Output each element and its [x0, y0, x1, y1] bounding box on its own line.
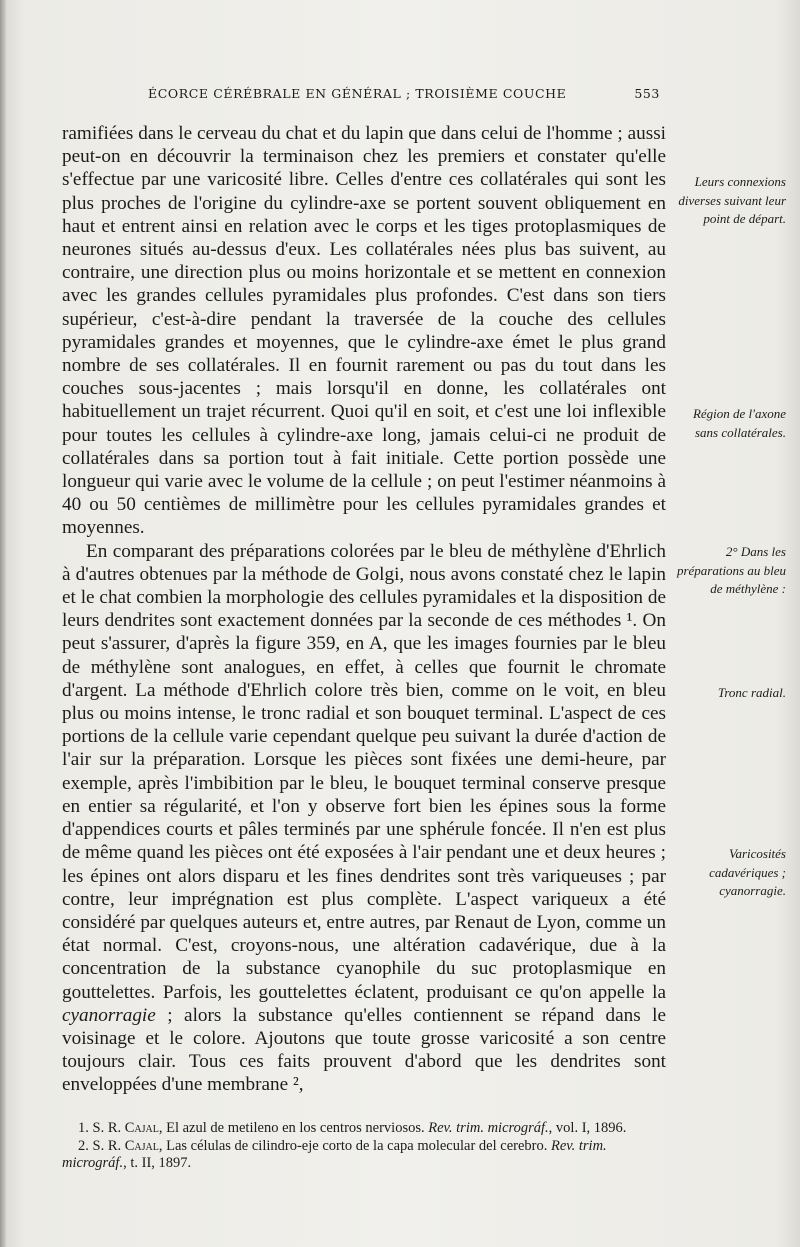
- scan-edge: [0, 0, 6, 1247]
- footnotes: [62, 1120, 666, 1173]
- margin-note-connexions: Leurs connexions diverses suivant leur point de départ.: [678, 174, 786, 226]
- running-head-title: ÉCORCE CÉRÉBRALE EN GÉNÉRAL ; TROISIÈME COUCHE: [148, 86, 567, 101]
- page-number: 553: [634, 86, 660, 101]
- body-text: [62, 122, 666, 1097]
- margin-note-varicosites: Varicosités cadavériques ; cyanorragie.: [709, 846, 786, 898]
- margin-note-tronc-radial: Tronc radial.: [717, 685, 786, 700]
- footnote-2-volume: , t. II, 1897.: [123, 1155, 192, 1171]
- paragraph-2: [62, 540, 666, 1097]
- paragraph-1: ramifiées dans le cerveau du chat et du lapin que dans celui de l'homme ; aussi peut-on en découvrir la terminaison chez les premiers et constater qu'elle s'effectue par une varicosité libre. Celles d'entre ces collatérales qui sont les plus proches de l'origine du cylindre-axe se portent souvent obliquement en haut et entrent ainsi en relation avec le corps et les tiges protoplasmiques de neurones situés au-dessus d'eux. Les collatérales nées plus bas suivent, au contraire, une direction plus ou moins horizontale et se mettent en connexion avec les grandes cellules pyramidales plus profondes. C'est dans son tiers supérieur, c'est-à-dire pendant la traversée de la couche des cellules pyramidales grandes et moyennes, que le cylindre-axe émet le plus grand nombre de ses collatérales. Il en fournit rarement ou pas du tout dans les couches sous-jacentes ; mais lorsqu'il en donne, les collatérales ont habituellement un trajet récurrent. Quoi qu'il en soit, et c'est une loi inflexible pour toutes les cellules à cylindre-axe long, jamais celui-ci ne produit de collatérales dans sa portion tout à fait initiale. Cette portion possède une longueur qui varie avec le volume de la cellule ; on peut l'estimer néanmoins à 40 ou 50 centièmes de millimètre pour les cellules pyramidales grandes et moyennes.: [62, 123, 666, 539]
- footnote-1-number: 1.: [78, 1120, 93, 1136]
- footnote-1: [62, 1120, 666, 1138]
- footnote-1-volume: , vol. I, 1896.: [548, 1120, 627, 1136]
- footnote-1-title: , El azul de metileno en los centros nerviosos.: [158, 1120, 429, 1136]
- paragraph-2-part-b: ; alors la substance qu'elles contiennent se répand dans le voisinage et le colore. Ajoutons que toute grosse varicosité a son centre toujours clair. Tous ces faits prouvent d'abord que les dendrites sont enveloppées d'une membrane ²,: [62, 1004, 666, 1096]
- footnote-2-title: , Las células de cilindro-eje corto de la capa molecular del cerebro.: [158, 1137, 551, 1154]
- margin-note-bleu-methylene: 2° Dans les préparations au bleu de méthylène :: [676, 544, 786, 596]
- footnote-2-number: 2.: [78, 1137, 93, 1154]
- footnote-1-journal: Rev. trim. micrográf.: [428, 1120, 549, 1136]
- footnote-1-author: S. R. Cajal: [92, 1120, 159, 1136]
- footnote-2-author: S. R. Cajal: [92, 1137, 159, 1154]
- paragraph-2-part-a: En comparant des préparations colorées par le bleu de méthylène d'Ehrlich à d'autres obtenues par la méthode de Golgi, nous avons constaté chez le lapin et le chat combien la morphologie des cellules pyramidales et la disposition de leurs dendrites sont exactement données par la seconde de ces méthodes ¹. On peut s'assurer, d'après la figure 359, en A, que les images fournies par le bleu de méthylène sont analogues, en effet, à celles que fournit le chromate d'argent. La méthode d'Ehrlich colore très bien, comme on le voit, en bleu plus ou moins intense, le tronc radial et son bouquet terminal. L'aspect de ces portions de la cellule varie cependant quelque peu suivant la durée d'action de l'air sur la préparation. Lorsque les pièces sont fixées une demi-heure, par exemple, après l'imbibition par le bleu, le bouquet terminal conserve presque en entier sa régularité, et l'on y observe fort bien les épines sous la forme d'appendices courts et pâles terminés par une sphérule foncée. Il n'en est plus de même quand les pièces ont été exposées à l'air pendant une et deux heures ; les épines ont alors disparu et les fines dendrites sont très variqueuses ; par contre, leur imprégnation est plus complète. L'aspect variqueux a été considéré par quelques auteurs et, entre autres, par Renaut de Lyon, comme un état normal. C'est, croyons-nous, une altération cadavérique, due à la concentration de la substance cyanophile du suc protoplasmique en gouttelettes. Parfois, les gouttelettes éclatent, produisant ce qu'on appelle la: [62, 540, 666, 1003]
- margin-note-region-axone: Région de l'axone sans collatérales.: [692, 406, 786, 440]
- cyanorragie-term: cyanorragie: [62, 1004, 156, 1026]
- footnote-2-journal: Rev. trim. micrográf.: [62, 1137, 607, 1171]
- footnote-2: [62, 1138, 666, 1173]
